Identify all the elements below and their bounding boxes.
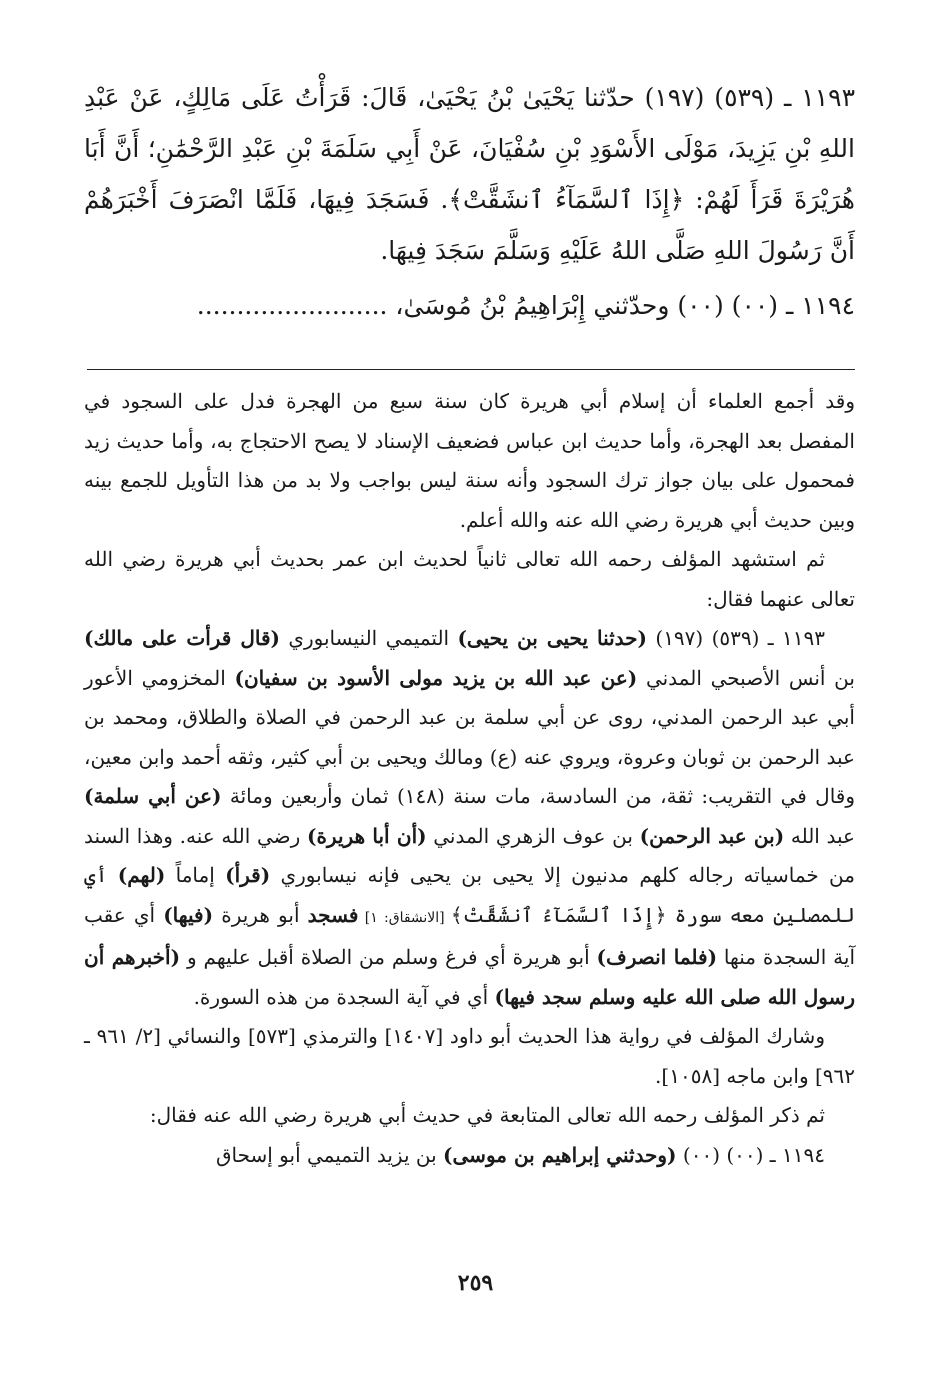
explanation-text: أي في آية السجدة من هذه السورة.: [193, 984, 495, 1009]
hadith-number: ١١٩٤ ـ (٠٠) (٠٠): [676, 1142, 825, 1167]
quoted-matn: (قال قرأت على مالك): [84, 626, 280, 650]
quoted-matn: (عن أبي سلمة): [84, 784, 222, 808]
quoted-matn: (فيها): [163, 902, 214, 927]
quoted-matn: (أن أبا هريرة): [306, 823, 427, 848]
hadith-number: ١١٩٣ ـ (٥٣٩) (١٩٧): [647, 626, 825, 650]
commentary-paragraph-2: ثم استشهد المؤلف رحمه الله تعالى ثانياً لحديث ابن عمر بحديث أبي هريرة رضي الله تعالى عنهما فقال:: [84, 547, 855, 611]
hadith-1193-text: ١١٩٣ ـ (٥٣٩) (١٩٧) حدّثنا يَحْيَىٰ بْنُ يَحْيَىٰ، قَالَ: قَرَأْتُ عَلَى مَالِكٍ، عَنْ عَبْدِ اللهِ بْنِ يَزِيدَ، مَوْلَى الأَسْوَدِ بْنِ سُفْيَانَ، عَنْ أَبِي سَلَمَةَ بْنِ عَبْدِ الرَّحْمَٰنِ؛ أَنَّ أَبَا هُرَيْرَةَ قَرَأَ لَهُمْ: ﴿إِذَا ٱلسَّمَآءُ ٱنشَقَّتْ﴾. فَسَجَدَ فِيهَا، فَلَمَّا انْصَرَفَ أَخْبَرَهُمْ أَنَّ رَسُولَ اللهِ صَلَّى اللهُ عَلَيْهِ وَسَلَّمَ سَجَدَ فِيهَا.: [84, 83, 855, 265]
footnote-divider: [87, 369, 855, 370]
commentary-paragraph-6: [84, 1136, 855, 1176]
commentary-paragraph-1: وقد أجمع العلماء أن إسلام أبي هريرة كان سنة سبع من الهجرة فدل على السجود في المفصل بعد الهجرة، وأما حديث ابن عباس فضعيف الإسناد لا يصح الاحتجاج به، وأما حديث زيد فمحمول على بيان جواز ترك السجود وأنه سنة ليس بواجب ولا بد من هذا التأويل للجمع بينه وبين حديث أبي هريرة رضي الله عنه والله أعلم.: [84, 389, 855, 532]
explanation-text: المخزومي الأعور أبي عبد الرحمن المدني، روى عن أبي سلمة بن عبد الرحمن في الصلاة والطلاق، ومحمد بن عبد الرحمن بن ثوبان وعروة، ويروي عنه (ع) ومالك ويحيى بن أبي كثير، وثقه أحمد وابن معين، وقال في التقريب: ثقة، من السادسة، مات سنة (١٤٨) ثمان وأربعين ومائة: [84, 665, 856, 808]
explanation-text: التميمي النيسابوري: [279, 626, 458, 650]
explanation-text: أي للمصلين معه سورة: [84, 863, 855, 927]
explanation-text: أبو هريرة: [213, 902, 308, 927]
quoted-matn: (فلما انصرف): [596, 945, 718, 969]
explanation-text: أي عقب آية السجدة منها: [84, 902, 855, 969]
explanation-text: عبد الله: [784, 823, 855, 848]
quoted-matn: (عن عبد الله بن يزيد مولى الأسود بن سفيان): [234, 665, 638, 690]
quoted-matn: (لهم): [117, 863, 166, 887]
quoted-matn: (حدثنا يحيى بن يحيى): [457, 626, 648, 650]
commentary-paragraph-3: [84, 619, 855, 1017]
quoted-matn: (أخبرهم أن رسول الله صلى الله عليه وسلم سجد فيها): [84, 945, 855, 1009]
explanation-text: بن عوف الزهري المدني: [426, 823, 640, 848]
quoted-matn: (بن عبد الرحمن): [639, 823, 785, 848]
explanation-text: إماماً: [165, 863, 226, 887]
commentary-paragraph-5: ثم ذكر المؤلف رحمه الله تعالى المتابعة في حديث أبي هريرة رضي الله عنه فقال:: [149, 1103, 825, 1127]
explanation-text: بن أنس الأصبحي المدني: [637, 665, 855, 690]
quoted-matn: فسجد: [307, 902, 359, 927]
quoted-matn: (وحدثني إبراهيم بن موسى): [443, 1142, 677, 1167]
quoted-matn: (قرأ): [225, 863, 271, 887]
explanation-text: بن يزيد التميمي أبو إسحاق: [215, 1142, 444, 1167]
quran-verse: ﴿إِذَا ٱلسَّمَآءُ ٱنشَقَّتْ﴾: [450, 902, 667, 927]
explanation-text: رضي الله عنه. وهذا السند من خماسياته رجاله كلهم مدنيون إلا يحيى بن يحيى فإنه نيسابوري: [84, 823, 855, 887]
commentary-paragraph-4: وشارك المؤلف في رواية هذا الحديث أبو داود [١٤٠٧] والترمذي [٥٧٣] والنسائي [٢/ ٩٦١ ـ ٩٦٢] وابن ماجه [١٠٥٨].: [84, 1024, 855, 1088]
verse-reference: [الانشقاق: ١]: [358, 909, 451, 926]
page-number: ٢٥٩: [457, 1270, 494, 1296]
hadith-1194-text: ١١٩٤ ـ (٠٠) (٠٠) وحدّثني إِبْرَاهِيمُ بْنُ مُوسَىٰ، ........................: [196, 291, 855, 320]
explanation-text: أبو هريرة أي فرغ وسلم من الصلاة أقبل عليهم و: [180, 945, 597, 969]
